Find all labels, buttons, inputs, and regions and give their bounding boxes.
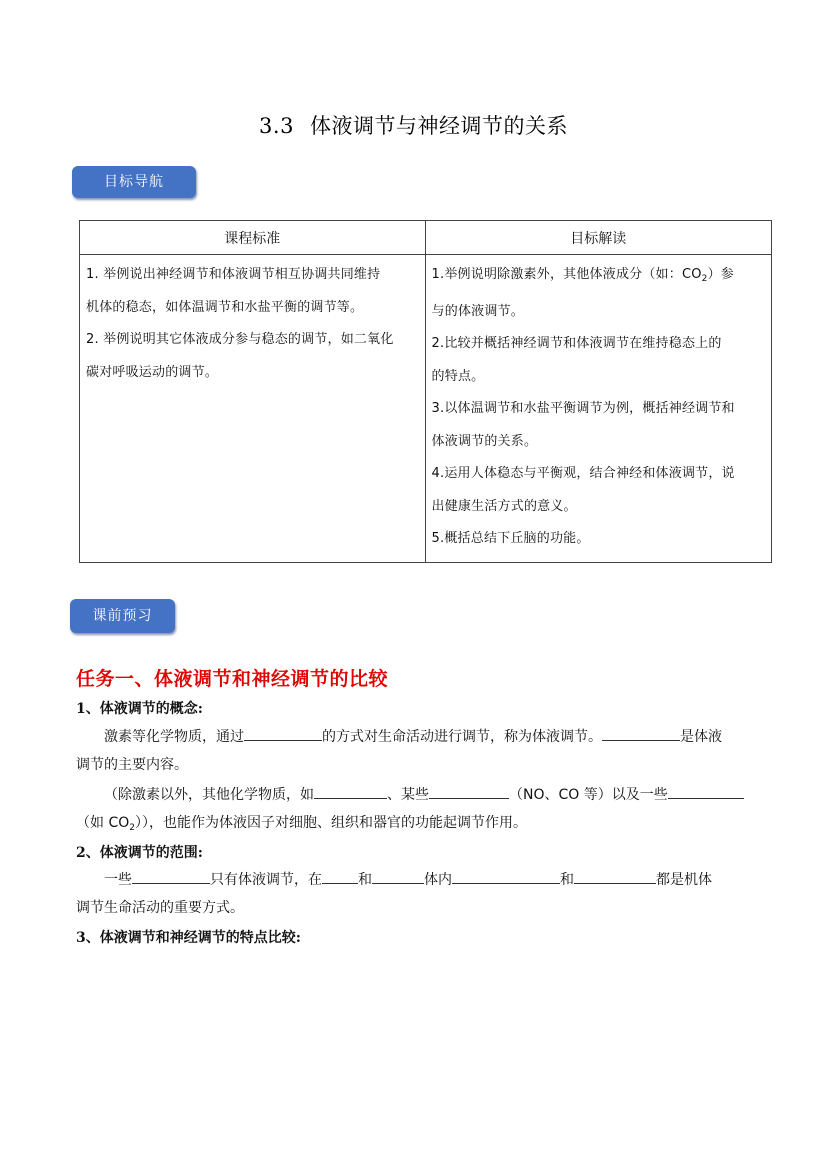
interpretation-text: ）参 <box>707 267 735 282</box>
header-goal-interpretation: 目标解读 <box>425 221 771 255</box>
section-heading-scope: 2、体液调节的范围: <box>76 845 203 861</box>
task-title: 任务一、体液调节和神经调节的比较 <box>76 668 389 690</box>
subscript: 2 <box>701 274 708 284</box>
interpretation-line: 出健康生活方式的意义。 <box>431 498 577 514</box>
interpretation-line <box>432 259 765 296</box>
interpretation-line: 4.运用人体稳态与平衡观，结合神经和体液调节，说 <box>431 466 735 481</box>
fill-blank[interactable] <box>322 868 358 884</box>
concept-paragraph-line <box>76 781 804 809</box>
concept-paragraph-line <box>76 723 804 751</box>
title-text: 体液调节与神经调节的关系 <box>309 114 568 138</box>
fill-blank[interactable] <box>244 725 322 741</box>
preview-tag: 课前预习 <box>70 599 175 633</box>
fill-blank[interactable] <box>602 725 680 741</box>
standard-line: 机体的稳态，如体温调节和水盐平衡的调节等。 <box>86 299 364 315</box>
standard-line: 2. 举例说明其它体液成分参与稳态的调节，如二氧化 <box>86 332 394 347</box>
scope-paragraph-line: 调节生命活动的重要方式。 <box>76 900 244 916</box>
curriculum-standard-cell <box>80 255 426 563</box>
text: 一些 <box>104 872 132 888</box>
text: 的方式对生命活动进行调节，称为体液调节。 <box>322 729 602 745</box>
text: 和 <box>560 872 574 888</box>
text: 只有体液调节，在 <box>210 872 322 888</box>
fill-blank[interactable] <box>668 783 744 799</box>
concept-paragraph-line <box>76 809 776 842</box>
section-heading-comparison: 3、体液调节和神经调节的特点比较: <box>76 930 301 946</box>
text: 激素等化学物质，通过 <box>104 729 244 745</box>
text: ）），也能作为体液因子对细胞、组织和器官的功能起调节作用。 <box>134 815 527 831</box>
interpretation-line: 的特点。 <box>431 368 485 384</box>
text: 是体液 <box>680 729 722 745</box>
goal-table-header-row <box>80 221 772 255</box>
header-curriculum-standard: 课程标准 <box>80 221 426 255</box>
standard-line: 1. 举例说出神经调节和体液调节相互协调共同维持 <box>86 267 381 282</box>
standard-line: 碳对呼吸运动的调节。 <box>86 364 219 380</box>
text: （如 CO <box>76 815 130 831</box>
text: 都是机体 <box>656 872 712 888</box>
interpretation-text: 1.举例说明除激素外，其他体液成分（如：CO <box>431 267 702 282</box>
fill-blank[interactable] <box>574 868 656 884</box>
page-title <box>0 110 827 140</box>
interpretation-line: 2.比较并概括神经调节和体液调节在维持稳态上的 <box>431 336 722 351</box>
scope-paragraph-line <box>76 866 804 894</box>
interpretation-line: 3.以体温调节和水盐平衡调节为例，概括神经调节和 <box>431 401 735 416</box>
text: 体内 <box>424 872 452 888</box>
interpretation-line: 5.概括总结下丘脑的功能。 <box>431 531 590 546</box>
goal-nav-tag: 目标导航 <box>72 166 196 198</box>
fill-blank[interactable] <box>132 868 210 884</box>
section-number: 3.3 <box>259 114 294 138</box>
text: （NO、CO 等）以及一些 <box>509 787 668 803</box>
text: （除激素以外，其他化学物质，如 <box>104 787 314 803</box>
subscript: 2 <box>129 823 135 833</box>
fill-blank[interactable] <box>314 783 387 799</box>
goal-table-body-row <box>80 255 772 563</box>
goal-interpretation-cell <box>425 255 771 563</box>
section-heading-concept: 1、体液调节的概念: <box>76 701 203 717</box>
fill-blank[interactable] <box>452 868 560 884</box>
interpretation-line: 与的体液调节。 <box>431 303 524 319</box>
interpretation-line: 体液调节的关系。 <box>431 433 538 449</box>
text: 、某些 <box>387 787 429 803</box>
fill-blank[interactable] <box>372 868 424 884</box>
concept-paragraph-line: 调节的主要内容。 <box>76 757 188 773</box>
text: 和 <box>358 872 372 888</box>
goal-table <box>79 220 772 563</box>
fill-blank[interactable] <box>429 783 509 799</box>
